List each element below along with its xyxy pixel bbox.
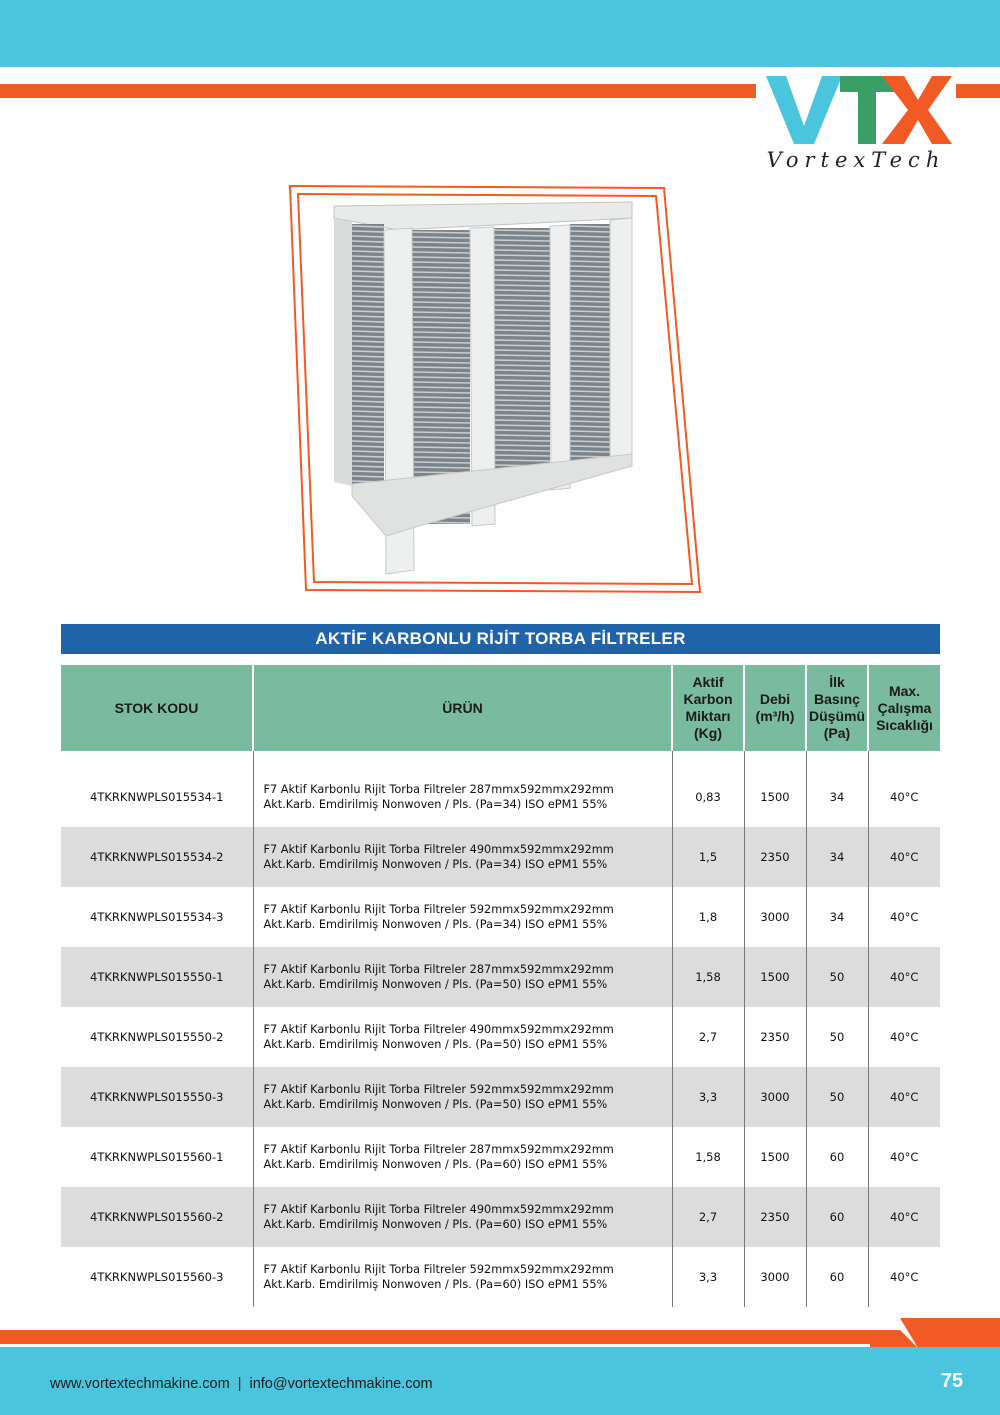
rigid-bag-filter-illustration: [288, 184, 704, 596]
carbon-amount-cell: 1,5: [672, 827, 744, 887]
table-row: [61, 1187, 940, 1247]
header-carbon-amount: Aktif Karbon Miktarı (Kg): [672, 665, 744, 751]
table-row: [61, 1007, 940, 1067]
table-row: [61, 767, 940, 827]
product-cell: F7 Aktif Karbonlu Rijit Torba Filtreler 490mmx592mmx292mm Akt.Karb. Emdirilmiş Nonwoven / Pls. (Pa=34) ISO ePM1 55%: [253, 827, 672, 887]
carbon-amount-cell: 1,58: [672, 947, 744, 1007]
pressure-drop-cell: 34: [806, 827, 868, 887]
flow-rate-cell: 1500: [744, 947, 806, 1007]
carbon-amount-cell: 1,58: [672, 1127, 744, 1187]
max-temperature-cell: 40°C: [868, 887, 940, 947]
table-header-row: [61, 665, 940, 751]
stock-code-cell: 4TKRKNWPLS015550-2: [90, 1030, 224, 1044]
flow-rate-cell: 1500: [744, 767, 806, 827]
table-row: [61, 827, 940, 887]
table-row: [61, 1127, 940, 1187]
stock-code-cell: 4TKRKNWPLS015550-3: [61, 1067, 253, 1127]
page-number: 75: [940, 1370, 964, 1392]
stock-code-cell: 4TKRKNWPLS015560-3: [90, 1270, 224, 1284]
header-flow-rate: Debi (m³/h): [744, 665, 806, 751]
max-temperature-cell: 40°C: [868, 1067, 940, 1127]
table-row: [61, 947, 940, 1007]
pressure-drop-cell: 50: [806, 947, 868, 1007]
product-photo: [288, 184, 704, 596]
vtx-logo-mark: [756, 68, 956, 148]
flow-rate-cell: 2350: [744, 1007, 806, 1067]
pressure-drop-cell: 50: [806, 1067, 868, 1127]
flow-rate-cell: 3000: [744, 887, 806, 947]
footer-corner-accent: [870, 1318, 1000, 1348]
product-cell: F7 Aktif Karbonlu Rijit Torba Filtreler 287mmx592mmx292mm Akt.Karb. Emdirilmiş Nonwoven / Pls. (Pa=50) ISO ePM1 55%: [253, 947, 672, 1007]
max-temperature-cell: 40°C: [868, 1247, 940, 1307]
flow-rate-cell: 3000: [744, 1247, 806, 1307]
table-row: [61, 1247, 940, 1307]
pressure-drop-cell: 34: [806, 767, 868, 827]
carbon-amount-cell: 2,7: [672, 1187, 744, 1247]
product-cell: F7 Aktif Karbonlu Rijit Torba Filtreler 592mmx592mmx292mm Akt.Karb. Emdirilmiş Nonwoven / Pls. (Pa=34) ISO ePM1 55%: [253, 887, 672, 947]
product-cell: F7 Aktif Karbonlu Rijit Torba Filtreler 287mmx592mmx292mm Akt.Karb. Emdirilmiş Nonwoven / Pls. (Pa=60) ISO ePM1 55%: [253, 1127, 672, 1187]
flow-rate-cell: 3000: [744, 1067, 806, 1127]
stock-code-cell: 4TKRKNWPLS015560-1: [90, 1150, 224, 1164]
table-row: [61, 887, 940, 947]
stock-code-cell: 4TKRKNWPLS015534-3: [90, 910, 224, 924]
table-spacer-row: [61, 751, 940, 767]
header-pressure-drop: İlk Basınç Düşümü (Pa): [806, 665, 868, 751]
max-temperature-cell: 40°C: [868, 1127, 940, 1187]
flow-rate-cell: 2350: [744, 827, 806, 887]
table-title: AKTİF KARBONLU RİJİT TORBA FİLTRELER: [61, 624, 940, 654]
pressure-drop-cell: 60: [806, 1247, 868, 1307]
pressure-drop-cell: 50: [806, 1007, 868, 1067]
email-link[interactable]: info@vortextechmakine.com: [249, 1376, 433, 1392]
product-cell: F7 Aktif Karbonlu Rijit Torba Filtreler 592mmx592mmx292mm Akt.Karb. Emdirilmiş Nonwoven / Pls. (Pa=50) ISO ePM1 55%: [253, 1067, 672, 1127]
max-temperature-cell: 40°C: [868, 1007, 940, 1067]
footer-accent-stripe: [0, 1330, 900, 1344]
logo-wordmark: VortexTech: [766, 148, 946, 172]
pressure-drop-cell: 34: [806, 887, 868, 947]
carbon-amount-cell: 3,3: [672, 1247, 744, 1307]
header-max-temperature: Max. Çalışma Sıcaklığı: [868, 665, 940, 751]
max-temperature-cell: 40°C: [868, 1187, 940, 1247]
flow-rate-cell: 2350: [744, 1187, 806, 1247]
max-temperature-cell: 40°C: [868, 947, 940, 1007]
carbon-amount-cell: 0,83: [672, 767, 744, 827]
table-row: [61, 1067, 940, 1127]
footer-contact: [50, 1376, 433, 1392]
footer-separator: |: [237, 1376, 242, 1392]
stock-code-cell: 4TKRKNWPLS015550-1: [61, 947, 253, 1007]
header-product: ÜRÜN: [253, 665, 672, 751]
pressure-drop-cell: 60: [806, 1127, 868, 1187]
website-link[interactable]: www.vortextechmakine.com: [50, 1376, 230, 1392]
header-stock-code: STOK KODU: [61, 665, 253, 751]
carbon-amount-cell: 3,3: [672, 1067, 744, 1127]
stock-code-cell: 4TKRKNWPLS015534-1: [90, 790, 224, 804]
max-temperature-cell: 40°C: [868, 827, 940, 887]
header-band: [0, 0, 1000, 67]
max-temperature-cell: 40°C: [868, 767, 940, 827]
pressure-drop-cell: 60: [806, 1187, 868, 1247]
product-cell: F7 Aktif Karbonlu Rijit Torba Filtreler 592mmx592mmx292mm Akt.Karb. Emdirilmiş Nonwoven / Pls. (Pa=60) ISO ePM1 55%: [253, 1247, 672, 1307]
product-cell: F7 Aktif Karbonlu Rijit Torba Filtreler 287mmx592mmx292mm Akt.Karb. Emdirilmiş Nonwoven / Pls. (Pa=34) ISO ePM1 55%: [253, 767, 672, 827]
flow-rate-cell: 1500: [744, 1127, 806, 1187]
stock-code-cell: 4TKRKNWPLS015560-2: [61, 1187, 253, 1247]
carbon-amount-cell: 2,7: [672, 1007, 744, 1067]
carbon-amount-cell: 1,8: [672, 887, 744, 947]
product-cell: F7 Aktif Karbonlu Rijit Torba Filtreler 490mmx592mmx292mm Akt.Karb. Emdirilmiş Nonwoven / Pls. (Pa=50) ISO ePM1 55%: [253, 1007, 672, 1067]
product-cell: F7 Aktif Karbonlu Rijit Torba Filtreler 490mmx592mmx292mm Akt.Karb. Emdirilmiş Nonwoven / Pls. (Pa=60) ISO ePM1 55%: [253, 1187, 672, 1247]
stock-code-cell: 4TKRKNWPLS015534-2: [61, 827, 253, 887]
vortextech-logo: [756, 68, 956, 180]
product-spec-table: [61, 665, 940, 1307]
